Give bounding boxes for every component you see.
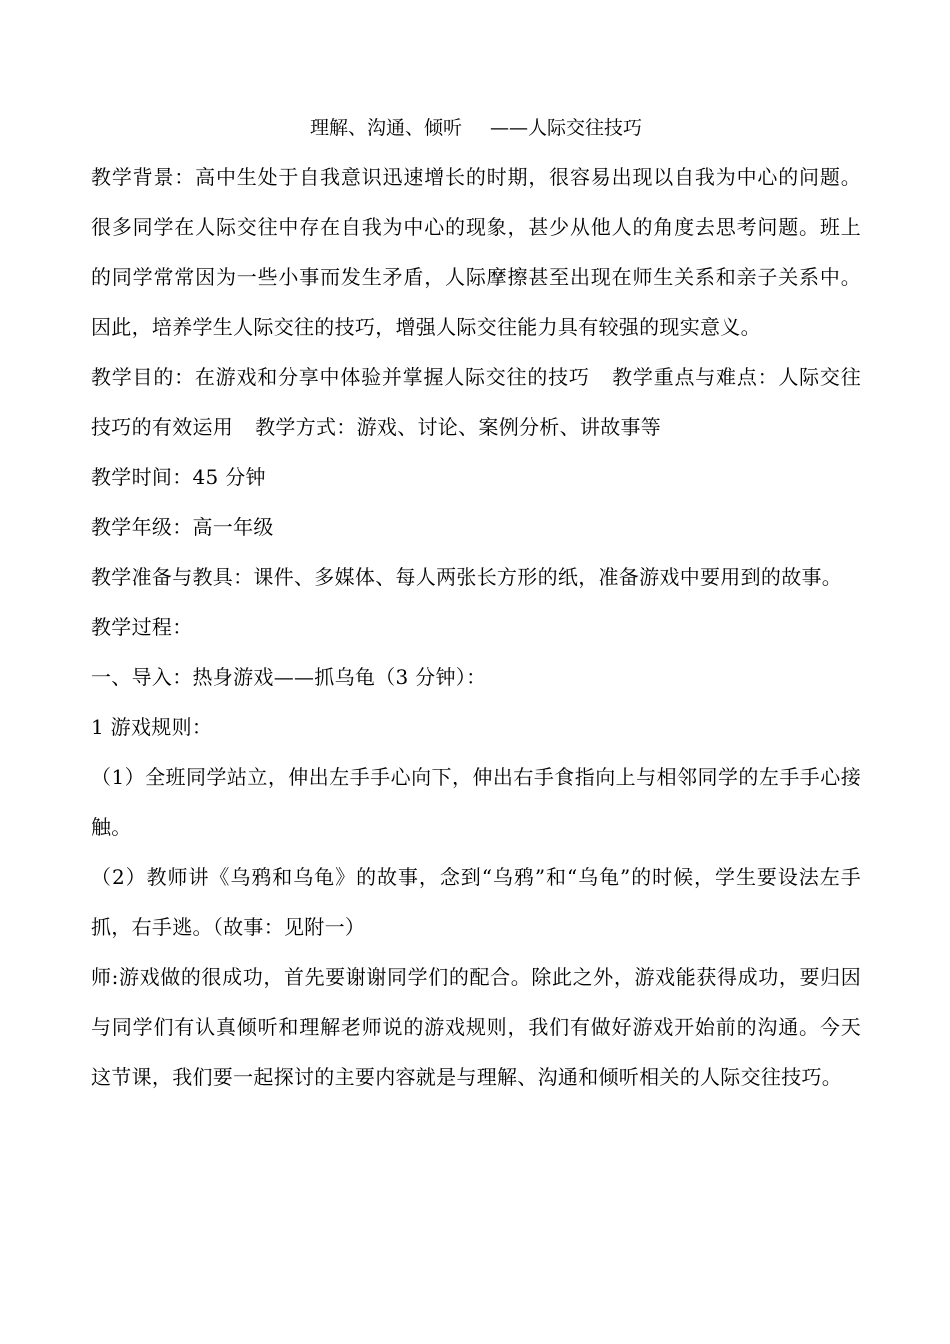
teaching-goal: 教学目的：在游戏和分享中体验并掌握人际交往的技巧 (91, 365, 590, 389)
paragraph-rule2: （2）教师讲《乌鸦和乌龟》的故事，念到“乌鸦”和“乌龟”的时候，学生要设法左手抓，右手逃。（故事：见附一） (91, 865, 861, 939)
paragraph-process: 教学过程： (91, 615, 193, 639)
document-title (91, 104, 861, 152)
title-main: 理解、沟通、倾听 (309, 117, 462, 139)
paragraph-background: 教学背景：高中生处于自我意识迅速增长的时期，很容易出现以自我为中心的问题。很多同学在人际交往中存在自我为中心的现象，甚少从他人的角度去思考问题。班上的同学常常因为一些小事而发生矛盾，人际摩擦甚至出现在师生关系和亲子关系中。因此，培养学生人际交往的技巧，增强人际交往能力具有较强的现实意义。 (91, 165, 861, 339)
paragraph-teacher: 师:游戏做的很成功，首先要谢谢同学们的配合。除此之外，游戏能获得成功，要归因与同学们有认真倾听和理解老师说的游戏规则，我们有做好游戏开始前的沟通。今天这节课，我们要一起探讨的主要内容就是与理解、沟通和倾听相关的人际交往技巧。 (91, 965, 861, 1089)
title-sub: ——人际交往技巧 (490, 117, 643, 139)
paragraph-rules-title: 1 游戏规则： (91, 715, 213, 739)
teaching-key-points: 教学重点与难点：人际交往技巧的有效运用 (91, 365, 862, 439)
document-page (91, 104, 861, 1102)
paragraph-materials: 教学准备与教具：课件、多媒体、每人两张长方形的纸，准备游戏中要用到的故事。 (91, 565, 843, 589)
paragraph-time: 教学时间：45 分钟 (91, 465, 266, 489)
teaching-method: 教学方式：游戏、讨论、案例分析、讲故事等 (255, 415, 662, 439)
paragraph-section1: 一、导入：热身游戏——抓乌龟（3 分钟）： (91, 665, 487, 689)
paragraph-grade: 教学年级：高一年级 (91, 515, 274, 539)
paragraph-rule1: （1）全班同学站立，伸出左手手心向下，伸出右手食指向上与相邻同学的左手手心接触。 (91, 765, 861, 839)
paragraph-goal-keypoints-method (91, 352, 861, 452)
